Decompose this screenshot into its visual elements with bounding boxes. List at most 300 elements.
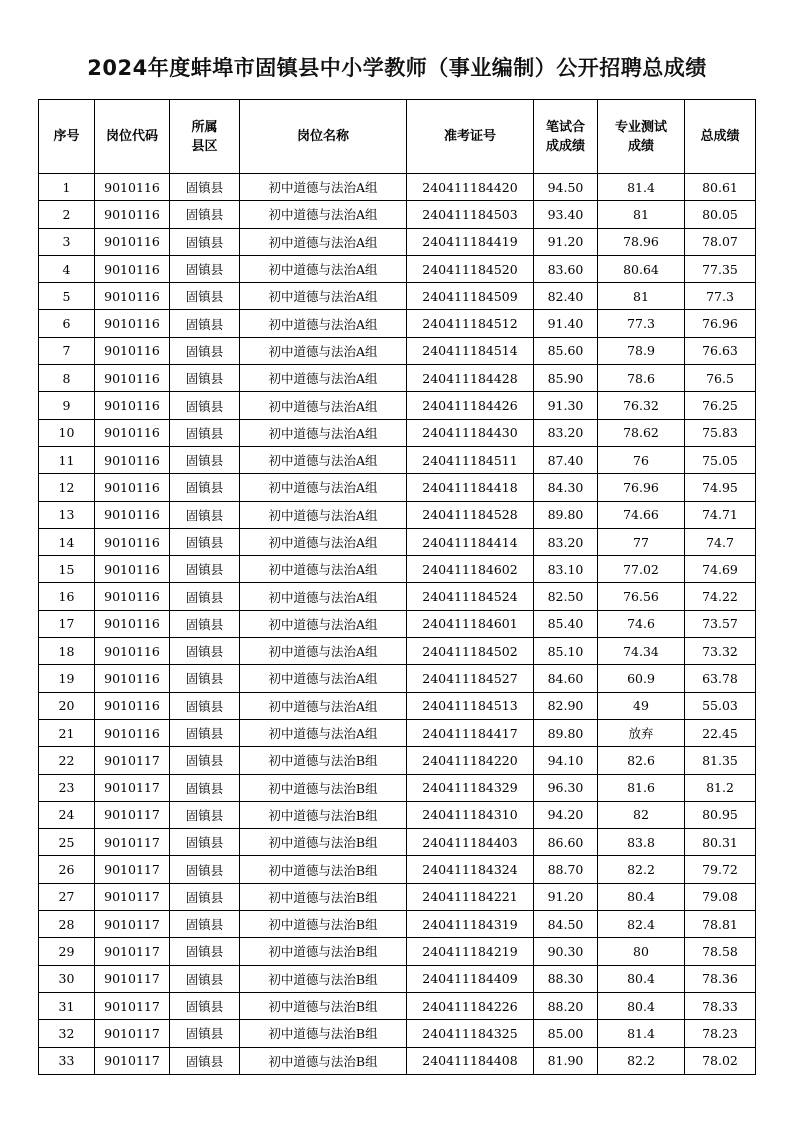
cell-total-score: 74.95: [685, 474, 756, 501]
table-row: [39, 446, 756, 473]
cell-exam-number: 240411184408: [407, 1047, 534, 1074]
header-written-score: 笔试合 成成绩: [534, 100, 598, 174]
header-county: 所属 县区: [170, 100, 240, 174]
cell-post-name: 初中道德与法治B组: [240, 938, 407, 965]
cell-professional-score: 80.64: [598, 255, 685, 282]
cell-exam-number: 240411184524: [407, 583, 534, 610]
cell-professional-score: 76.96: [598, 474, 685, 501]
cell-professional-score: 60.9: [598, 665, 685, 692]
cell-exam-number: 240411184428: [407, 365, 534, 392]
cell-professional-score: 83.8: [598, 829, 685, 856]
cell-post-code: 9010116: [95, 638, 170, 665]
cell-total-score: 77.35: [685, 255, 756, 282]
cell-county: 固镇县: [170, 665, 240, 692]
cell-index: 23: [39, 774, 95, 801]
cell-county: 固镇县: [170, 1047, 240, 1074]
cell-post-code: 9010116: [95, 692, 170, 719]
cell-total-score: 80.61: [685, 174, 756, 201]
cell-exam-number: 240411184419: [407, 228, 534, 255]
cell-post-name: 初中道德与法治A组: [240, 556, 407, 583]
cell-index: 24: [39, 801, 95, 828]
cell-professional-score: 82.6: [598, 747, 685, 774]
cell-post-code: 9010116: [95, 610, 170, 637]
cell-post-name: 初中道德与法治A组: [240, 392, 407, 419]
cell-total-score: 81.35: [685, 747, 756, 774]
cell-professional-score: 77.3: [598, 310, 685, 337]
cell-written-score: 88.20: [534, 992, 598, 1019]
table-body: [39, 174, 756, 1075]
cell-post-code: 9010117: [95, 856, 170, 883]
cell-exam-number: 240411184221: [407, 883, 534, 910]
cell-county: 固镇县: [170, 446, 240, 473]
cell-professional-score: 82: [598, 801, 685, 828]
cell-index: 22: [39, 747, 95, 774]
cell-post-name: 初中道德与法治A组: [240, 638, 407, 665]
table-row: [39, 747, 756, 774]
cell-county: 固镇县: [170, 829, 240, 856]
table-row: [39, 528, 756, 555]
cell-post-code: 9010116: [95, 419, 170, 446]
cell-written-score: 85.60: [534, 337, 598, 364]
cell-post-code: 9010117: [95, 1020, 170, 1047]
cell-county: 固镇县: [170, 911, 240, 938]
cell-exam-number: 240411184430: [407, 419, 534, 446]
cell-post-code: 9010117: [95, 747, 170, 774]
cell-index: 29: [39, 938, 95, 965]
cell-written-score: 88.30: [534, 965, 598, 992]
cell-written-score: 85.90: [534, 365, 598, 392]
cell-written-score: 93.40: [534, 201, 598, 228]
cell-post-name: 初中道德与法治A组: [240, 419, 407, 446]
cell-professional-score: 74.34: [598, 638, 685, 665]
cell-post-code: 9010116: [95, 446, 170, 473]
cell-exam-number: 240411184503: [407, 201, 534, 228]
header-professional-score: 专业测试 成绩: [598, 100, 685, 174]
cell-post-code: 9010117: [95, 938, 170, 965]
cell-exam-number: 240411184403: [407, 829, 534, 856]
cell-post-code: 9010116: [95, 474, 170, 501]
cell-total-score: 63.78: [685, 665, 756, 692]
cell-county: 固镇县: [170, 1020, 240, 1047]
cell-written-score: 83.10: [534, 556, 598, 583]
cell-written-score: 83.60: [534, 255, 598, 282]
table-row: [39, 610, 756, 637]
cell-total-score: 74.71: [685, 501, 756, 528]
cell-professional-score: 81.6: [598, 774, 685, 801]
cell-post-code: 9010117: [95, 829, 170, 856]
table-row: [39, 638, 756, 665]
cell-county: 固镇县: [170, 774, 240, 801]
cell-post-name: 初中道德与法治A组: [240, 283, 407, 310]
cell-total-score: 55.03: [685, 692, 756, 719]
cell-professional-score: 80.4: [598, 965, 685, 992]
cell-written-score: 82.90: [534, 692, 598, 719]
table-row: [39, 201, 756, 228]
cell-index: 20: [39, 692, 95, 719]
cell-written-score: 94.20: [534, 801, 598, 828]
cell-written-score: 85.00: [534, 1020, 598, 1047]
cell-post-name: 初中道德与法治A组: [240, 474, 407, 501]
cell-written-score: 86.60: [534, 829, 598, 856]
cell-index: 2: [39, 201, 95, 228]
cell-total-score: 78.33: [685, 992, 756, 1019]
cell-post-code: 9010117: [95, 883, 170, 910]
cell-county: 固镇县: [170, 992, 240, 1019]
cell-written-score: 90.30: [534, 938, 598, 965]
cell-post-name: 初中道德与法治A组: [240, 610, 407, 637]
cell-index: 18: [39, 638, 95, 665]
score-table: [38, 99, 756, 1075]
cell-post-name: 初中道德与法治A组: [240, 365, 407, 392]
cell-exam-number: 240411184324: [407, 856, 534, 883]
table-row: [39, 665, 756, 692]
cell-index: 21: [39, 719, 95, 746]
cell-post-name: 初中道德与法治B组: [240, 829, 407, 856]
cell-index: 16: [39, 583, 95, 610]
cell-county: 固镇县: [170, 501, 240, 528]
cell-index: 19: [39, 665, 95, 692]
cell-total-score: 76.25: [685, 392, 756, 419]
cell-professional-score: 74.6: [598, 610, 685, 637]
cell-post-code: 9010116: [95, 392, 170, 419]
cell-post-code: 9010116: [95, 310, 170, 337]
cell-written-score: 87.40: [534, 446, 598, 473]
cell-index: 13: [39, 501, 95, 528]
cell-professional-score: 放弃: [598, 719, 685, 746]
cell-exam-number: 240411184420: [407, 174, 534, 201]
cell-county: 固镇县: [170, 692, 240, 719]
cell-total-score: 80.95: [685, 801, 756, 828]
cell-post-code: 9010117: [95, 965, 170, 992]
cell-county: 固镇县: [170, 228, 240, 255]
cell-exam-number: 240411184325: [407, 1020, 534, 1047]
cell-county: 固镇县: [170, 856, 240, 883]
cell-post-name: 初中道德与法治B组: [240, 883, 407, 910]
cell-professional-score: 78.9: [598, 337, 685, 364]
cell-post-code: 9010116: [95, 665, 170, 692]
cell-post-name: 初中道德与法治B组: [240, 965, 407, 992]
header-index: 序号: [39, 100, 95, 174]
cell-total-score: 78.02: [685, 1047, 756, 1074]
cell-exam-number: 240411184512: [407, 310, 534, 337]
cell-index: 25: [39, 829, 95, 856]
cell-post-name: 初中道德与法治A组: [240, 201, 407, 228]
cell-post-name: 初中道德与法治A组: [240, 174, 407, 201]
cell-county: 固镇县: [170, 365, 240, 392]
cell-total-score: 76.96: [685, 310, 756, 337]
table-row: [39, 1047, 756, 1074]
cell-written-score: 89.80: [534, 719, 598, 746]
table-row: [39, 774, 756, 801]
cell-county: 固镇县: [170, 938, 240, 965]
table-row: [39, 583, 756, 610]
cell-total-score: 74.7: [685, 528, 756, 555]
cell-total-score: 78.36: [685, 965, 756, 992]
table-row: [39, 365, 756, 392]
cell-county: 固镇县: [170, 801, 240, 828]
cell-county: 固镇县: [170, 310, 240, 337]
cell-professional-score: 82.2: [598, 1047, 685, 1074]
cell-professional-score: 81.4: [598, 174, 685, 201]
cell-written-score: 88.70: [534, 856, 598, 883]
cell-professional-score: 80: [598, 938, 685, 965]
cell-post-name: 初中道德与法治B组: [240, 856, 407, 883]
cell-exam-number: 240411184602: [407, 556, 534, 583]
cell-total-score: 73.57: [685, 610, 756, 637]
cell-post-code: 9010116: [95, 255, 170, 282]
cell-post-code: 9010116: [95, 501, 170, 528]
cell-index: 10: [39, 419, 95, 446]
table-row: [39, 255, 756, 282]
table-row: [39, 474, 756, 501]
cell-total-score: 75.83: [685, 419, 756, 446]
table-row: [39, 911, 756, 938]
table-row: [39, 174, 756, 201]
cell-index: 7: [39, 337, 95, 364]
cell-professional-score: 81: [598, 283, 685, 310]
cell-post-name: 初中道德与法治A组: [240, 255, 407, 282]
cell-exam-number: 240411184409: [407, 965, 534, 992]
cell-professional-score: 80.4: [598, 883, 685, 910]
cell-post-code: 9010117: [95, 1047, 170, 1074]
cell-county: 固镇县: [170, 474, 240, 501]
header-total-score: 总成绩: [685, 100, 756, 174]
cell-written-score: 91.30: [534, 392, 598, 419]
table-row: [39, 965, 756, 992]
table-row: [39, 1020, 756, 1047]
cell-total-score: 75.05: [685, 446, 756, 473]
cell-exam-number: 240411184509: [407, 283, 534, 310]
cell-post-name: 初中道德与法治B组: [240, 1047, 407, 1074]
cell-post-code: 9010116: [95, 365, 170, 392]
table-row: [39, 501, 756, 528]
cell-county: 固镇县: [170, 337, 240, 364]
cell-professional-score: 78.96: [598, 228, 685, 255]
cell-county: 固镇县: [170, 174, 240, 201]
cell-written-score: 91.40: [534, 310, 598, 337]
table-row: [39, 883, 756, 910]
cell-post-name: 初中道德与法治A组: [240, 583, 407, 610]
cell-total-score: 77.3: [685, 283, 756, 310]
cell-exam-number: 240411184426: [407, 392, 534, 419]
cell-post-code: 9010116: [95, 228, 170, 255]
cell-written-score: 85.40: [534, 610, 598, 637]
cell-index: 31: [39, 992, 95, 1019]
table-row: [39, 719, 756, 746]
cell-post-name: 初中道德与法治A组: [240, 337, 407, 364]
cell-exam-number: 240411184417: [407, 719, 534, 746]
cell-post-name: 初中道德与法治A组: [240, 228, 407, 255]
cell-professional-score: 81: [598, 201, 685, 228]
table-row: [39, 337, 756, 364]
cell-total-score: 76.63: [685, 337, 756, 364]
cell-total-score: 81.2: [685, 774, 756, 801]
cell-total-score: 22.45: [685, 719, 756, 746]
table-row: [39, 829, 756, 856]
cell-exam-number: 240411184219: [407, 938, 534, 965]
cell-post-name: 初中道德与法治A组: [240, 310, 407, 337]
cell-exam-number: 240411184310: [407, 801, 534, 828]
table-row: [39, 419, 756, 446]
cell-county: 固镇县: [170, 556, 240, 583]
table-row: [39, 692, 756, 719]
cell-exam-number: 240411184601: [407, 610, 534, 637]
table-row: [39, 856, 756, 883]
cell-total-score: 78.81: [685, 911, 756, 938]
cell-post-name: 初中道德与法治B组: [240, 801, 407, 828]
cell-exam-number: 240411184418: [407, 474, 534, 501]
cell-written-score: 89.80: [534, 501, 598, 528]
cell-professional-score: 78.62: [598, 419, 685, 446]
cell-county: 固镇县: [170, 965, 240, 992]
cell-post-code: 9010117: [95, 992, 170, 1019]
header-post-name: 岗位名称: [240, 100, 407, 174]
table-row: [39, 392, 756, 419]
cell-written-score: 96.30: [534, 774, 598, 801]
cell-index: 15: [39, 556, 95, 583]
cell-exam-number: 240411184514: [407, 337, 534, 364]
cell-county: 固镇县: [170, 638, 240, 665]
cell-total-score: 74.22: [685, 583, 756, 610]
cell-post-code: 9010116: [95, 556, 170, 583]
cell-index: 28: [39, 911, 95, 938]
cell-post-name: 初中道德与法治A组: [240, 719, 407, 746]
cell-index: 32: [39, 1020, 95, 1047]
cell-exam-number: 240411184226: [407, 992, 534, 1019]
cell-written-score: 82.50: [534, 583, 598, 610]
cell-post-code: 9010116: [95, 583, 170, 610]
cell-post-name: 初中道德与法治A组: [240, 665, 407, 692]
cell-post-name: 初中道德与法治B组: [240, 1020, 407, 1047]
cell-post-code: 9010116: [95, 719, 170, 746]
cell-post-name: 初中道德与法治B组: [240, 747, 407, 774]
cell-professional-score: 80.4: [598, 992, 685, 1019]
cell-professional-score: 76: [598, 446, 685, 473]
cell-index: 17: [39, 610, 95, 637]
cell-post-code: 9010116: [95, 174, 170, 201]
cell-post-code: 9010116: [95, 283, 170, 310]
cell-written-score: 84.60: [534, 665, 598, 692]
cell-exam-number: 240411184329: [407, 774, 534, 801]
cell-county: 固镇县: [170, 747, 240, 774]
table-row: [39, 938, 756, 965]
cell-index: 6: [39, 310, 95, 337]
table-header-row: [39, 100, 756, 174]
cell-total-score: 79.08: [685, 883, 756, 910]
cell-professional-score: 74.66: [598, 501, 685, 528]
cell-professional-score: 82.4: [598, 911, 685, 938]
cell-index: 11: [39, 446, 95, 473]
cell-total-score: 80.05: [685, 201, 756, 228]
cell-total-score: 73.32: [685, 638, 756, 665]
cell-written-score: 83.20: [534, 528, 598, 555]
cell-exam-number: 240411184414: [407, 528, 534, 555]
cell-index: 33: [39, 1047, 95, 1074]
cell-exam-number: 240411184528: [407, 501, 534, 528]
cell-professional-score: 78.6: [598, 365, 685, 392]
cell-index: 9: [39, 392, 95, 419]
cell-county: 固镇县: [170, 528, 240, 555]
cell-written-score: 82.40: [534, 283, 598, 310]
cell-index: 8: [39, 365, 95, 392]
cell-written-score: 91.20: [534, 883, 598, 910]
cell-professional-score: 77: [598, 528, 685, 555]
cell-index: 27: [39, 883, 95, 910]
cell-post-name: 初中道德与法治A组: [240, 528, 407, 555]
cell-written-score: 94.10: [534, 747, 598, 774]
table-row: [39, 310, 756, 337]
cell-post-name: 初中道德与法治B组: [240, 911, 407, 938]
cell-index: 26: [39, 856, 95, 883]
cell-index: 30: [39, 965, 95, 992]
cell-county: 固镇县: [170, 419, 240, 446]
cell-post-name: 初中道德与法治B组: [240, 774, 407, 801]
cell-exam-number: 240411184319: [407, 911, 534, 938]
cell-index: 14: [39, 528, 95, 555]
cell-post-code: 9010117: [95, 774, 170, 801]
cell-total-score: 78.23: [685, 1020, 756, 1047]
cell-post-name: 初中道德与法治A组: [240, 692, 407, 719]
cell-index: 1: [39, 174, 95, 201]
cell-written-score: 94.50: [534, 174, 598, 201]
cell-total-score: 78.07: [685, 228, 756, 255]
cell-professional-score: 82.2: [598, 856, 685, 883]
cell-professional-score: 49: [598, 692, 685, 719]
cell-post-code: 9010116: [95, 201, 170, 228]
table-row: [39, 283, 756, 310]
cell-index: 5: [39, 283, 95, 310]
cell-total-score: 80.31: [685, 829, 756, 856]
header-exam-number: 准考证号: [407, 100, 534, 174]
table-row: [39, 801, 756, 828]
cell-exam-number: 240411184511: [407, 446, 534, 473]
cell-index: 12: [39, 474, 95, 501]
cell-post-name: 初中道德与法治B组: [240, 992, 407, 1019]
cell-total-score: 76.5: [685, 365, 756, 392]
cell-index: 3: [39, 228, 95, 255]
cell-total-score: 74.69: [685, 556, 756, 583]
cell-county: 固镇县: [170, 719, 240, 746]
cell-post-code: 9010117: [95, 911, 170, 938]
cell-total-score: 78.58: [685, 938, 756, 965]
cell-post-code: 9010117: [95, 801, 170, 828]
cell-exam-number: 240411184502: [407, 638, 534, 665]
cell-county: 固镇县: [170, 255, 240, 282]
cell-written-score: 84.30: [534, 474, 598, 501]
cell-county: 固镇县: [170, 610, 240, 637]
cell-exam-number: 240411184527: [407, 665, 534, 692]
cell-index: 4: [39, 255, 95, 282]
cell-county: 固镇县: [170, 283, 240, 310]
cell-written-score: 85.10: [534, 638, 598, 665]
cell-county: 固镇县: [170, 883, 240, 910]
table-row: [39, 556, 756, 583]
cell-written-score: 84.50: [534, 911, 598, 938]
cell-written-score: 81.90: [534, 1047, 598, 1074]
cell-county: 固镇县: [170, 583, 240, 610]
cell-post-code: 9010116: [95, 337, 170, 364]
cell-county: 固镇县: [170, 201, 240, 228]
cell-written-score: 83.20: [534, 419, 598, 446]
table-row: [39, 992, 756, 1019]
table-row: [39, 228, 756, 255]
cell-exam-number: 240411184513: [407, 692, 534, 719]
cell-exam-number: 240411184220: [407, 747, 534, 774]
cell-professional-score: 76.56: [598, 583, 685, 610]
cell-professional-score: 81.4: [598, 1020, 685, 1047]
header-post-code: 岗位代码: [95, 100, 170, 174]
cell-written-score: 91.20: [534, 228, 598, 255]
